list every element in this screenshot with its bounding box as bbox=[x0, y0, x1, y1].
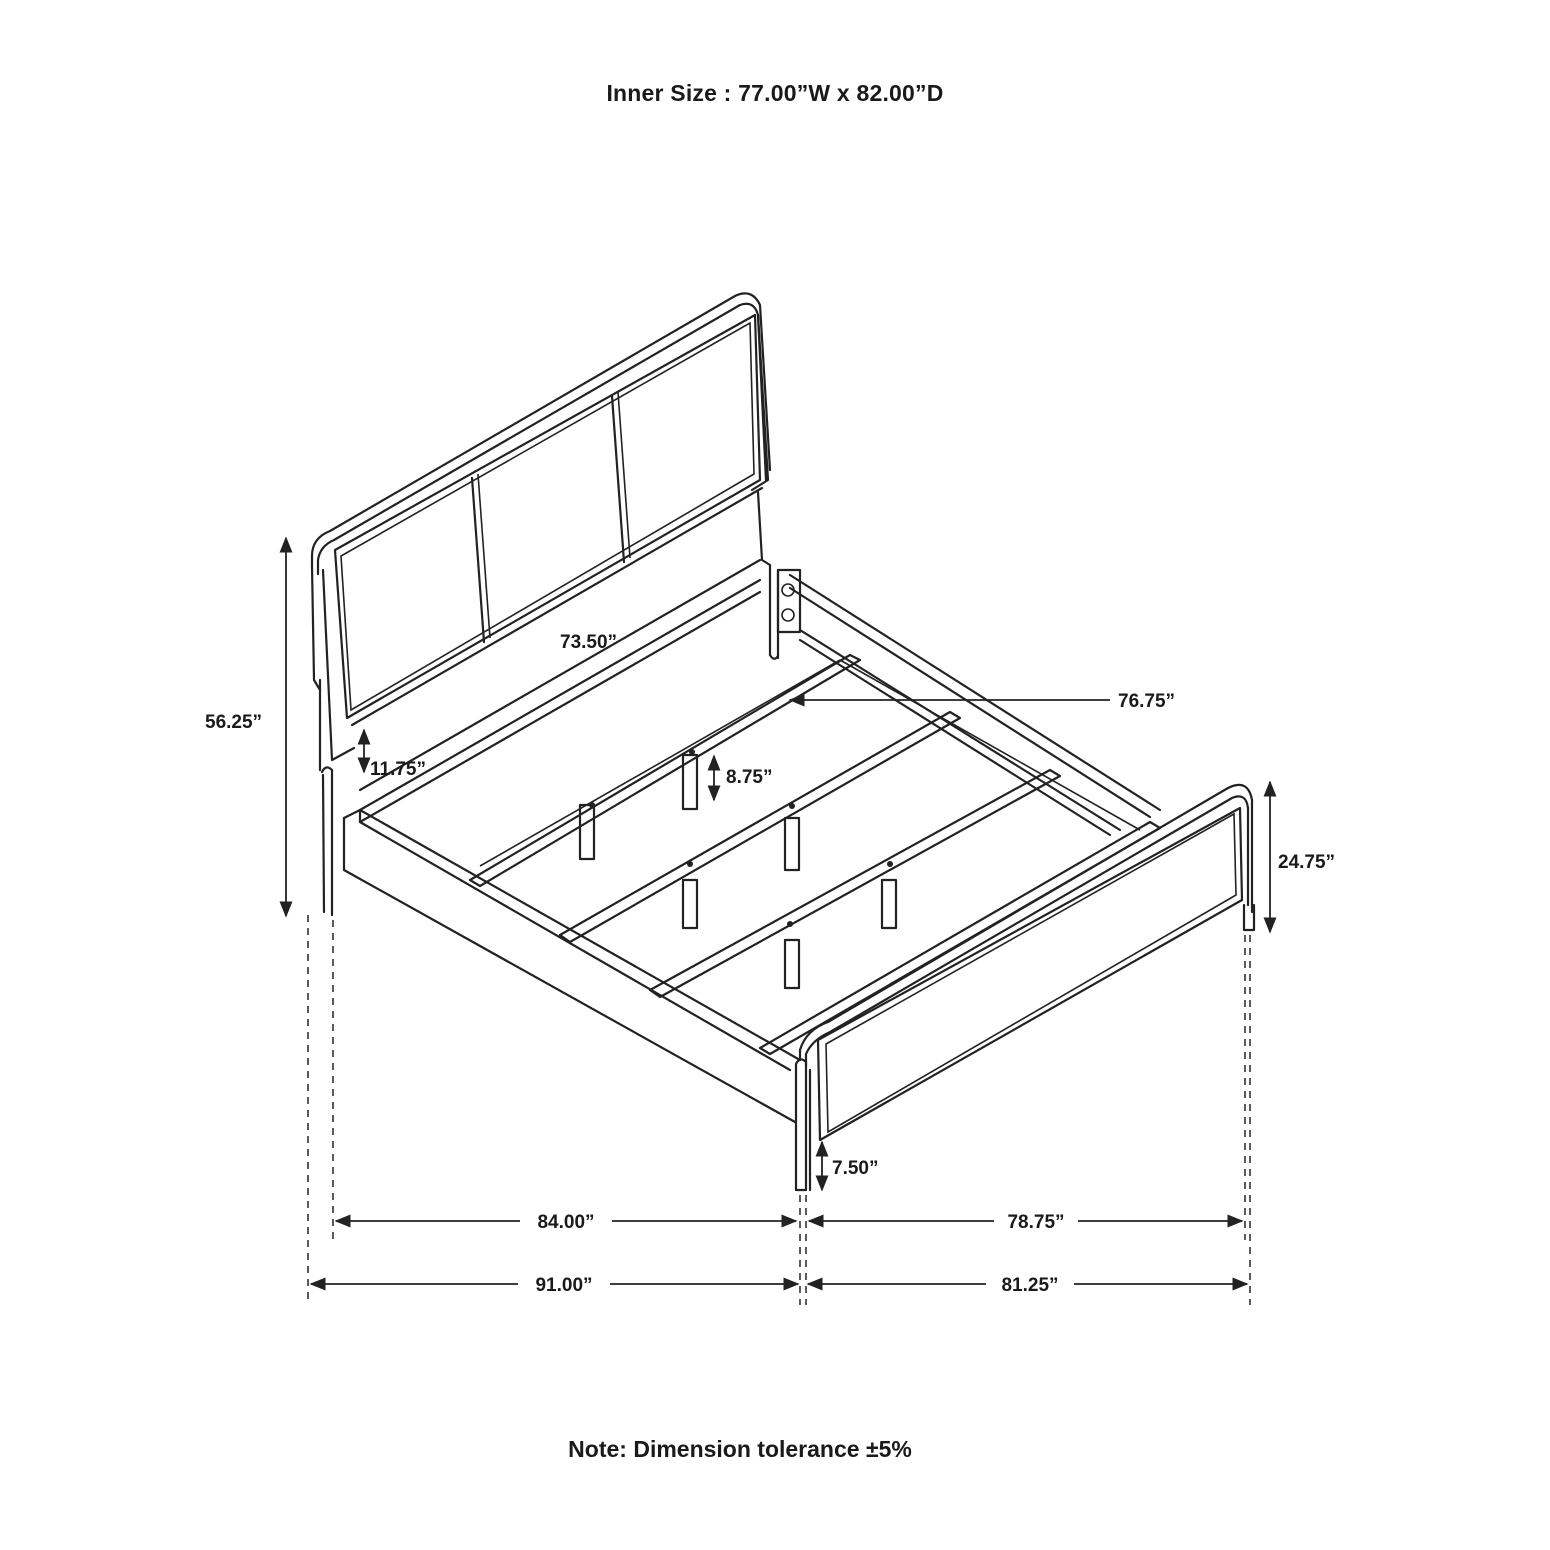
footboard-width-label: 78.75” bbox=[1007, 1212, 1065, 1233]
extension-lines bbox=[308, 915, 1250, 1305]
dimension-inner-length bbox=[790, 691, 1175, 712]
dimension-footboard-width bbox=[809, 1212, 1242, 1233]
side-rail-label: 84.00” bbox=[537, 1212, 595, 1233]
support-leg-label: 8.75” bbox=[726, 767, 773, 788]
inner-size-title: Inner Size : 77.00”W x 82.00”D bbox=[606, 80, 944, 106]
dimension-support-leg bbox=[714, 756, 772, 800]
dimension-under-clearance bbox=[822, 1142, 878, 1190]
slats bbox=[470, 655, 1160, 1054]
headboard-clearance-label: 11.75” bbox=[370, 759, 426, 780]
under-clearance-label: 7.50” bbox=[832, 1158, 879, 1179]
dimension-overall-width bbox=[808, 1275, 1247, 1296]
headboard-width-label: 73.50” bbox=[560, 632, 618, 653]
overall-length-label: 91.00” bbox=[535, 1275, 593, 1296]
overall-width-label: 81.25” bbox=[1001, 1275, 1059, 1296]
dimension-headboard-clearance bbox=[364, 730, 426, 780]
dimension-headboard-width bbox=[560, 632, 617, 653]
overall-height-label: 56.25” bbox=[205, 712, 263, 733]
tolerance-note: Note: Dimension tolerance ±5% bbox=[568, 1436, 912, 1462]
dimension-side-rail bbox=[336, 1212, 796, 1233]
dimension-footboard-height bbox=[1270, 782, 1335, 932]
bed-illustration bbox=[312, 293, 1254, 1190]
bed-frame bbox=[344, 560, 1160, 1122]
dimension-overall-height bbox=[205, 538, 286, 916]
inner-length-label: 76.75” bbox=[1118, 691, 1176, 712]
dimension-overall-length bbox=[311, 1275, 798, 1296]
footboard-height-label: 24.75” bbox=[1278, 852, 1336, 873]
